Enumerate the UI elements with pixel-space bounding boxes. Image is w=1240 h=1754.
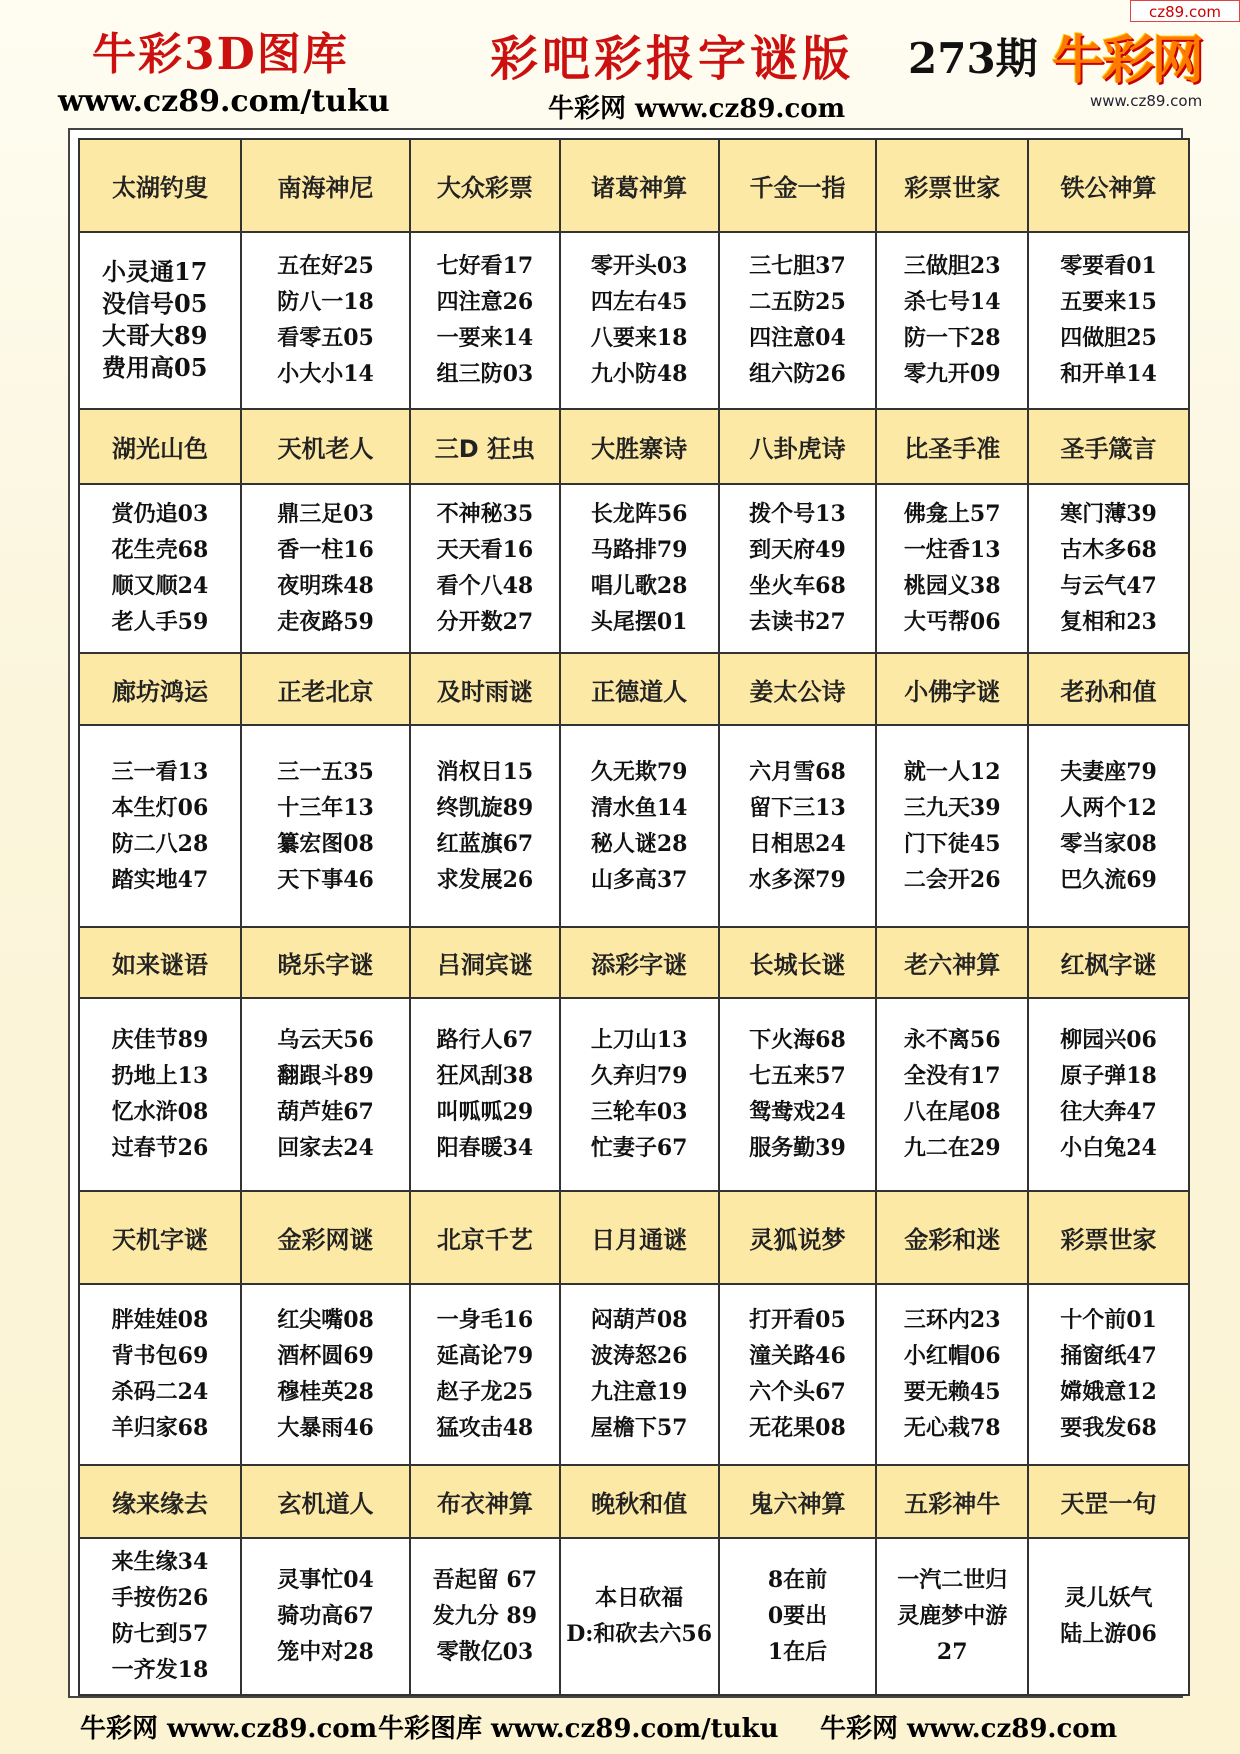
riddle-line: 老人手59 xyxy=(111,609,209,636)
riddle-line: 三九天39 xyxy=(903,795,1001,822)
riddle-line: 本生灯06 xyxy=(111,795,209,822)
riddle-cell xyxy=(1028,232,1189,409)
page-footer xyxy=(0,1708,1240,1754)
riddle-line: 吾起留 67 xyxy=(432,1567,538,1594)
riddle-line: 去读书27 xyxy=(749,609,846,636)
riddle-line: 1在后 xyxy=(767,1639,828,1666)
riddle-line: 防七到57 xyxy=(111,1621,209,1648)
riddle-line: 看个八48 xyxy=(436,573,534,600)
riddle-line: 狂风刮38 xyxy=(436,1063,534,1090)
riddle-line: 三轮车03 xyxy=(590,1099,688,1126)
riddle-line: 佛龛上57 xyxy=(903,501,1001,528)
riddle-line: 三七胆37 xyxy=(749,253,846,280)
riddle-line: 红蓝旗67 xyxy=(436,831,534,858)
riddle-row xyxy=(79,484,1189,653)
riddle-line: 陆上游06 xyxy=(1060,1621,1157,1648)
riddle-cell xyxy=(1028,1538,1189,1695)
riddle-line: 闷葫芦08 xyxy=(590,1307,688,1334)
riddle-line: 就一人12 xyxy=(903,759,1001,786)
riddle-cell xyxy=(560,484,719,653)
riddle-line: 九二在29 xyxy=(903,1135,1001,1162)
riddle-line: 延高论79 xyxy=(436,1343,534,1370)
column-source-name: 如来谜语 xyxy=(79,927,241,998)
niucai-logo xyxy=(1042,12,1220,112)
riddle-table xyxy=(78,138,1190,1696)
riddle-line: 坐火车68 xyxy=(749,573,846,600)
riddle-line: 组六防26 xyxy=(749,361,846,388)
riddle-line: 翻跟斗89 xyxy=(277,1063,374,1090)
riddle-line: 二五防25 xyxy=(749,289,846,316)
riddle-cell xyxy=(241,725,410,927)
riddle-cell xyxy=(1028,484,1189,653)
riddle-row xyxy=(79,725,1189,927)
riddle-line: 寒门薄39 xyxy=(1060,501,1157,528)
riddle-line: 无花果08 xyxy=(749,1415,846,1442)
column-source-name: 长城长谜 xyxy=(719,927,877,998)
riddle-line: 夫妻座79 xyxy=(1060,759,1157,786)
riddle-line: 秘人谜28 xyxy=(590,831,688,858)
riddle-line: 求发展26 xyxy=(436,867,534,894)
column-source-name: 北京千艺 xyxy=(410,1191,560,1284)
riddle-line: 阳春暖34 xyxy=(436,1135,534,1162)
riddle-line: 小白兔24 xyxy=(1060,1135,1157,1162)
riddle-line: 小灵通17 xyxy=(102,257,208,287)
corner-url[interactable]: cz89.com xyxy=(1130,0,1240,22)
riddle-line: 穆桂英28 xyxy=(277,1379,374,1406)
header-row xyxy=(79,409,1189,484)
riddle-line: 原子弹18 xyxy=(1060,1063,1157,1090)
riddle-cell xyxy=(410,232,560,409)
riddle-line: 路行人67 xyxy=(436,1027,534,1054)
riddle-line: 纂宏图08 xyxy=(277,831,374,858)
riddle-line: 零要看01 xyxy=(1060,253,1157,280)
riddle-row xyxy=(79,232,1189,409)
column-source-name: 彩票世家 xyxy=(876,139,1028,232)
site-url[interactable]: 牛彩网 www.cz89.com xyxy=(548,94,846,124)
column-source-name: 老六神算 xyxy=(876,927,1028,998)
riddle-line: 永不离56 xyxy=(903,1027,1001,1054)
page-header xyxy=(0,0,1240,125)
riddle-cell xyxy=(410,725,560,927)
riddle-line: 九小防48 xyxy=(590,361,688,388)
riddle-line: 猛攻击48 xyxy=(436,1415,534,1442)
riddle-cell xyxy=(241,1538,410,1695)
riddle-line: 清水鱼14 xyxy=(590,795,688,822)
riddle-cell xyxy=(719,484,877,653)
riddle-line: 下火海68 xyxy=(749,1027,846,1054)
riddle-line: 与云气47 xyxy=(1060,573,1157,600)
riddle-line: 大丐帮06 xyxy=(903,609,1001,636)
riddle-line: 手按伤26 xyxy=(111,1585,209,1612)
column-source-name: 比圣手准 xyxy=(876,409,1028,484)
riddle-line: 杀七号14 xyxy=(903,289,1001,316)
riddle-cell xyxy=(79,725,241,927)
column-source-name: 大胜寨诗 xyxy=(560,409,719,484)
column-source-name: 三D 狂虫 xyxy=(410,409,560,484)
riddle-line: 8在前 xyxy=(767,1567,828,1594)
column-source-name: 小佛字谜 xyxy=(876,653,1028,726)
riddle-line: 一汽二世归 xyxy=(897,1567,1008,1594)
column-source-name: 南海神尼 xyxy=(241,139,410,232)
riddle-line: 和开单14 xyxy=(1060,361,1157,388)
riddle-line: 服务勤39 xyxy=(749,1135,846,1162)
riddle-line: 复相和23 xyxy=(1060,609,1157,636)
riddle-line: 嫦娥意12 xyxy=(1060,1379,1157,1406)
riddle-cell xyxy=(410,484,560,653)
riddle-line: D:和砍去六56 xyxy=(566,1621,713,1648)
riddle-cell xyxy=(79,1538,241,1695)
riddle-line: 忆水浒08 xyxy=(111,1099,209,1126)
brand-title: 牛彩3D图库 xyxy=(92,29,349,80)
header-row xyxy=(79,139,1189,232)
riddle-line: 葫芦娃67 xyxy=(277,1099,374,1126)
riddle-line: 零散亿03 xyxy=(436,1639,534,1666)
riddle-line: 潼关路46 xyxy=(749,1343,846,1370)
riddle-line: 发九分 89 xyxy=(432,1603,538,1630)
riddle-line: 要我发68 xyxy=(1060,1415,1157,1442)
riddle-cell xyxy=(79,1284,241,1465)
riddle-cell xyxy=(79,232,241,409)
riddle-line: 骑功高67 xyxy=(277,1603,374,1630)
riddle-line: 柳园兴06 xyxy=(1060,1027,1157,1054)
riddle-cell xyxy=(410,1284,560,1465)
riddle-cell xyxy=(560,1538,719,1695)
riddle-cell xyxy=(719,1538,877,1695)
riddle-line: 马路排79 xyxy=(590,537,688,564)
riddle-cell xyxy=(719,232,877,409)
riddle-line: 来生缘34 xyxy=(111,1549,209,1576)
riddle-cell xyxy=(560,1284,719,1465)
column-source-name: 金彩和迷 xyxy=(876,1191,1028,1284)
riddle-line: 乌云天56 xyxy=(277,1027,374,1054)
column-source-name: 正德道人 xyxy=(560,653,719,726)
riddle-line: 天下事46 xyxy=(277,867,374,894)
riddle-line: 踏实地47 xyxy=(111,867,209,894)
footer-link-left[interactable]: 牛彩网 www.cz89.com xyxy=(80,1714,378,1744)
riddle-line: 消权日15 xyxy=(436,759,534,786)
column-source-name: 姜太公诗 xyxy=(719,653,877,726)
footer-link-right[interactable]: 牛彩网 www.cz89.com xyxy=(820,1714,1118,1744)
riddle-line: 八要来18 xyxy=(590,325,688,352)
column-source-name: 太湖钓叟 xyxy=(79,139,241,232)
column-source-name: 晚秋和值 xyxy=(560,1465,719,1538)
column-source-name: 诸葛神算 xyxy=(560,139,719,232)
column-source-name: 缘来缘去 xyxy=(79,1465,241,1538)
riddle-line: 赏仍追03 xyxy=(111,501,209,528)
riddle-line: 大哥大89 xyxy=(102,321,208,351)
issue-number: 273期 xyxy=(908,34,1038,83)
riddle-line: 山多高37 xyxy=(590,867,688,894)
riddle-line: 顺又顺24 xyxy=(111,573,209,600)
riddle-line: 桃园义38 xyxy=(903,573,1001,600)
column-source-name: 金彩网谜 xyxy=(241,1191,410,1284)
riddle-line: 巴久流69 xyxy=(1060,867,1157,894)
riddle-line: 拨个号13 xyxy=(749,501,846,528)
riddle-line: 防二八28 xyxy=(111,831,209,858)
column-source-name: 廊坊鸿运 xyxy=(79,653,241,726)
riddle-cell xyxy=(410,1538,560,1695)
riddle-line: 人两个12 xyxy=(1060,795,1157,822)
riddle-line: 分开数27 xyxy=(436,609,534,636)
column-source-name: 正老北京 xyxy=(241,653,410,726)
riddle-line: 费用高05 xyxy=(102,353,208,383)
riddle-line: 0要出 xyxy=(767,1603,828,1630)
riddle-line: 灵儿妖气 xyxy=(1064,1585,1153,1612)
riddle-line: 一身毛16 xyxy=(436,1307,534,1334)
riddle-cell xyxy=(241,484,410,653)
riddle-line: 四注意26 xyxy=(436,289,534,316)
column-source-name: 圣手箴言 xyxy=(1028,409,1189,484)
riddle-cell xyxy=(560,998,719,1191)
column-source-name: 大众彩票 xyxy=(410,139,560,232)
riddle-line: 六个头67 xyxy=(749,1379,846,1406)
riddle-line: 屋檐下57 xyxy=(590,1415,688,1442)
riddle-line: 杀码二24 xyxy=(111,1379,209,1406)
column-source-name: 天机字谜 xyxy=(79,1191,241,1284)
riddle-line: 酒杯圆69 xyxy=(277,1343,374,1370)
riddle-line: 五在好25 xyxy=(277,253,374,280)
riddle-line: 门下徒45 xyxy=(903,831,1001,858)
riddle-line: 七好看17 xyxy=(436,253,534,280)
column-source-name: 湖光山色 xyxy=(79,409,241,484)
column-source-name: 彩票世家 xyxy=(1028,1191,1189,1284)
riddle-line: 防八一18 xyxy=(277,289,374,316)
riddle-cell xyxy=(560,232,719,409)
column-source-name: 五彩神牛 xyxy=(876,1465,1028,1538)
riddle-line: 灵事忙04 xyxy=(277,1567,374,1594)
riddle-line: 一要来14 xyxy=(436,325,534,352)
riddle-line: 走夜路59 xyxy=(277,609,374,636)
riddle-line: 日相思24 xyxy=(749,831,846,858)
riddle-row xyxy=(79,1284,1189,1465)
riddle-line: 防一下28 xyxy=(903,325,1001,352)
riddle-line: 庆佳节89 xyxy=(111,1027,209,1054)
riddle-cell xyxy=(79,484,241,653)
riddle-cell xyxy=(241,232,410,409)
riddle-line: 打开看05 xyxy=(749,1307,846,1334)
riddle-line: 往大奔47 xyxy=(1060,1099,1157,1126)
riddle-line: 零当家08 xyxy=(1060,831,1157,858)
riddle-line: 一炷香13 xyxy=(903,537,1001,564)
riddle-line: 七五来57 xyxy=(749,1063,846,1090)
riddle-line: 赵子龙25 xyxy=(436,1379,534,1406)
riddle-line: 零开头03 xyxy=(590,253,688,280)
riddle-cell xyxy=(410,998,560,1191)
riddle-line: 羊归家68 xyxy=(111,1415,209,1442)
riddle-line: 三环内23 xyxy=(903,1307,1001,1334)
riddle-cell xyxy=(241,1284,410,1465)
riddle-cell xyxy=(719,998,877,1191)
riddle-line: 过春节26 xyxy=(111,1135,209,1162)
riddle-line: 终凯旋89 xyxy=(436,795,534,822)
column-source-name: 晓乐字谜 xyxy=(241,927,410,998)
header-row xyxy=(79,927,1189,998)
riddle-cell xyxy=(719,1284,877,1465)
riddle-line: 本日砍福 xyxy=(595,1585,684,1612)
riddle-cell xyxy=(876,232,1028,409)
column-source-name: 日月通谜 xyxy=(560,1191,719,1284)
column-source-name: 铁公神算 xyxy=(1028,139,1189,232)
column-source-name: 布衣神算 xyxy=(410,1465,560,1538)
column-source-name: 天罡一句 xyxy=(1028,1465,1189,1538)
riddle-line: 十三年13 xyxy=(277,795,374,822)
column-source-name: 老孙和值 xyxy=(1028,653,1189,726)
riddle-cell xyxy=(560,725,719,927)
riddle-row xyxy=(79,998,1189,1191)
riddle-line: 二会开26 xyxy=(903,867,1001,894)
riddle-line: 要无赖45 xyxy=(903,1379,1001,1406)
riddle-line: 头尾摆01 xyxy=(590,609,688,636)
riddle-cell xyxy=(876,998,1028,1191)
riddle-line: 捅窗纸47 xyxy=(1060,1343,1157,1370)
riddle-line: 久无欺79 xyxy=(590,759,688,786)
riddle-line: 古木多68 xyxy=(1060,537,1157,564)
riddle-line: 小大小14 xyxy=(277,361,374,388)
riddle-line: 全没有17 xyxy=(903,1063,1001,1090)
edition-title: 彩吧彩报字谜版 xyxy=(490,31,855,87)
riddle-line: 十个前01 xyxy=(1060,1307,1157,1334)
riddle-line: 灵鹿梦中游 xyxy=(897,1603,1008,1630)
riddle-line: 四做胆25 xyxy=(1060,325,1157,352)
riddle-line: 鸳鸯戏24 xyxy=(749,1099,846,1126)
riddle-line: 天天看16 xyxy=(436,537,534,564)
riddle-line: 不神秘35 xyxy=(436,501,534,528)
riddle-cell xyxy=(876,725,1028,927)
riddle-cell xyxy=(876,1284,1028,1465)
riddle-line: 扔地上13 xyxy=(111,1063,209,1090)
riddle-row xyxy=(79,1538,1189,1695)
riddle-line: 波涛怒26 xyxy=(590,1343,688,1370)
riddle-cell xyxy=(1028,998,1189,1191)
riddle-line: 无心栽78 xyxy=(903,1415,1001,1442)
riddle-cell xyxy=(1028,1284,1189,1465)
logo-text: 牛彩网 xyxy=(1052,31,1203,91)
riddle-cell xyxy=(241,998,410,1191)
brand-url[interactable]: www.cz89.com/tuku xyxy=(58,84,390,119)
riddle-line: 叫呱呱29 xyxy=(436,1099,534,1126)
riddle-line: 鼎三足03 xyxy=(277,501,374,528)
riddle-line: 六月雪68 xyxy=(749,759,846,786)
riddle-line: 看零五05 xyxy=(277,325,374,352)
riddle-line: 零九开09 xyxy=(903,361,1001,388)
riddle-line: 没信号05 xyxy=(102,289,208,319)
riddle-line: 笼中对28 xyxy=(277,1639,374,1666)
riddle-line: 上刀山13 xyxy=(590,1027,688,1054)
riddle-line: 五要来15 xyxy=(1060,289,1157,316)
riddle-line: 三一看13 xyxy=(111,759,209,786)
riddle-line: 到天府49 xyxy=(749,537,846,564)
column-source-name: 天机老人 xyxy=(241,409,410,484)
riddle-line: 背书包69 xyxy=(111,1343,209,1370)
riddle-cell xyxy=(79,998,241,1191)
header-row xyxy=(79,1191,1189,1284)
riddle-cell xyxy=(876,484,1028,653)
riddle-line: 三一五35 xyxy=(277,759,374,786)
column-source-name: 八卦虎诗 xyxy=(719,409,877,484)
footer-link-middle[interactable]: 牛彩图库 www.cz89.com/tuku xyxy=(378,1714,779,1744)
column-source-name: 添彩字谜 xyxy=(560,927,719,998)
riddle-line: 忙妻子67 xyxy=(590,1135,688,1162)
riddle-line: 唱儿歌28 xyxy=(590,573,688,600)
riddle-line: 大暴雨46 xyxy=(277,1415,374,1442)
riddle-line: 水多深79 xyxy=(749,867,846,894)
column-source-name: 红枫字谜 xyxy=(1028,927,1189,998)
riddle-line: 组三防03 xyxy=(436,361,534,388)
riddle-line: 四左右45 xyxy=(590,289,688,316)
riddle-cell xyxy=(719,725,877,927)
riddle-line: 四注意04 xyxy=(749,325,846,352)
riddle-line: 花生壳68 xyxy=(111,537,209,564)
riddle-line: 回家去24 xyxy=(277,1135,374,1162)
column-source-name: 鬼六神算 xyxy=(719,1465,877,1538)
riddle-line: 三做胆23 xyxy=(903,253,1001,280)
riddle-cell xyxy=(876,1538,1028,1695)
column-source-name: 玄机道人 xyxy=(241,1465,410,1538)
riddle-line: 胖娃娃08 xyxy=(111,1307,209,1334)
riddle-cell xyxy=(1028,725,1189,927)
riddle-line: 久弃归79 xyxy=(590,1063,688,1090)
header-row xyxy=(79,653,1189,726)
riddle-line: 八在尾08 xyxy=(903,1099,1001,1126)
riddle-table-frame xyxy=(68,128,1183,1698)
riddle-line: 九注意19 xyxy=(590,1379,688,1406)
riddle-line: 长龙阵56 xyxy=(590,501,688,528)
column-source-name: 千金一指 xyxy=(719,139,877,232)
riddle-line: 红尖嘴08 xyxy=(277,1307,374,1334)
riddle-line: 香一柱16 xyxy=(277,537,374,564)
column-source-name: 吕洞宾谜 xyxy=(410,927,560,998)
logo-url: www.cz89.com xyxy=(1090,92,1203,110)
riddle-line: 一齐发18 xyxy=(111,1657,209,1684)
riddle-line: 留下三13 xyxy=(749,795,846,822)
riddle-line: 27 xyxy=(936,1639,968,1666)
column-source-name: 及时雨谜 xyxy=(410,653,560,726)
riddle-line: 小红帽06 xyxy=(903,1343,1001,1370)
riddle-line: 夜明珠48 xyxy=(277,573,374,600)
header-row xyxy=(79,1465,1189,1538)
column-source-name: 灵狐说梦 xyxy=(719,1191,877,1284)
